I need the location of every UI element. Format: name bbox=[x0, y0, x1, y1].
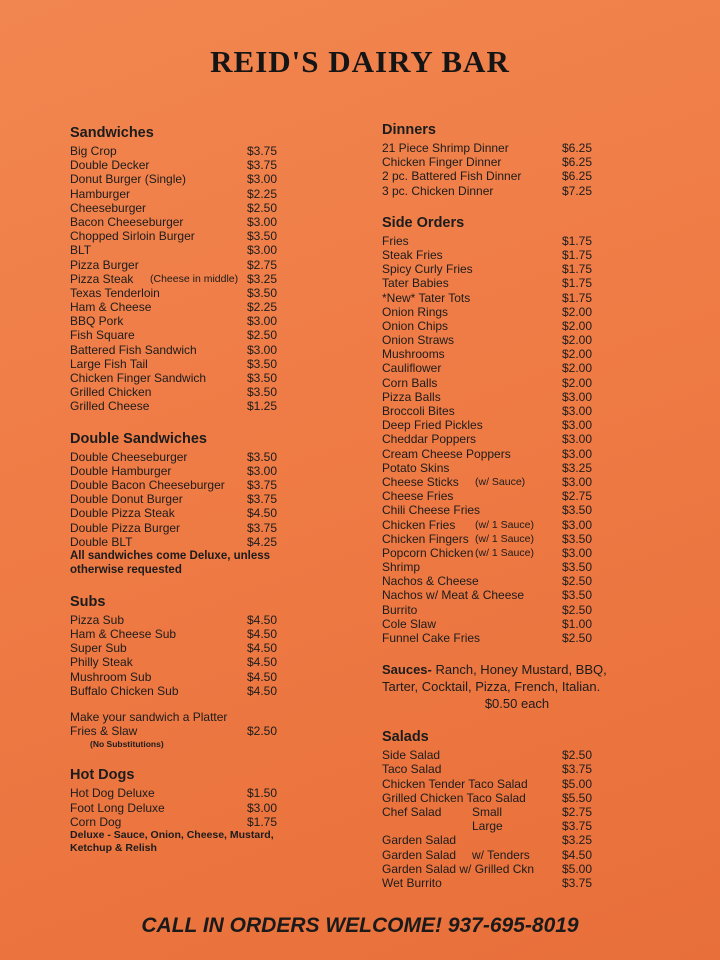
item-price: $2.50 bbox=[562, 748, 593, 763]
item-price: $3.50 bbox=[247, 356, 278, 371]
menu-item bbox=[382, 169, 632, 183]
menu-item bbox=[382, 518, 632, 532]
item-price: $3.00 bbox=[562, 446, 593, 461]
menu-item bbox=[382, 390, 632, 404]
menu-item bbox=[70, 201, 300, 215]
item-name: Tater Babies bbox=[382, 276, 449, 291]
sandwiches-list bbox=[70, 144, 300, 414]
item-note: (w/ 1 Sauce) bbox=[475, 532, 534, 545]
item-name: Broccoli Bites bbox=[382, 404, 455, 418]
menu-item bbox=[382, 833, 632, 847]
item-name: BBQ Pork bbox=[70, 314, 124, 329]
item-price: $3.50 bbox=[562, 531, 593, 546]
item-name: Cheeseburger bbox=[70, 200, 147, 215]
item-name: Cheese Fries bbox=[382, 489, 454, 504]
menu-item bbox=[70, 801, 300, 815]
item-price: $4.50 bbox=[247, 506, 278, 521]
item-name: Donut Burger (Single) bbox=[70, 172, 187, 187]
menu-item bbox=[382, 848, 632, 862]
item-price: $2.00 bbox=[562, 361, 593, 376]
menu-item bbox=[70, 258, 300, 272]
item-name: Mushrooms bbox=[382, 347, 445, 362]
item-name: Chicken Finger Dinner bbox=[382, 155, 502, 170]
menu-item bbox=[70, 385, 300, 399]
item-price: $3.25 bbox=[247, 271, 278, 286]
left-column bbox=[70, 124, 300, 855]
menu-item bbox=[382, 762, 632, 776]
menu-item bbox=[70, 613, 300, 627]
item-name: Garden Salad bbox=[382, 847, 457, 862]
item-name: Spicy Curly Fries bbox=[382, 262, 473, 277]
menu-item bbox=[382, 333, 632, 347]
item-name: Onion Chips bbox=[382, 318, 449, 333]
item-price: $3.75 bbox=[247, 144, 278, 158]
menu-item bbox=[70, 464, 300, 478]
item-name: 21 Piece Shrimp Dinner bbox=[382, 141, 509, 155]
item-price: $5.00 bbox=[562, 861, 593, 876]
item-name: Cream Cheese Poppers bbox=[382, 446, 511, 461]
menu-item bbox=[70, 521, 300, 535]
item-price: $3.00 bbox=[562, 432, 593, 447]
item-price: $3.75 bbox=[562, 819, 593, 834]
double-sandwiches-list bbox=[70, 450, 300, 549]
salads-list bbox=[382, 748, 632, 890]
menu-item bbox=[70, 215, 300, 229]
menu-item bbox=[70, 243, 300, 257]
menu-item bbox=[382, 305, 632, 319]
item-price: $1.75 bbox=[562, 262, 593, 277]
item-name: Ham & Cheese Sub bbox=[70, 627, 177, 642]
item-price: $4.50 bbox=[247, 612, 278, 627]
sandwiches-heading: Sandwiches bbox=[70, 125, 154, 141]
item-name: Potato Skins bbox=[382, 460, 450, 475]
menu-item bbox=[70, 229, 300, 243]
item-price: $2.25 bbox=[247, 186, 278, 201]
item-name: Hot Dog Deluxe bbox=[70, 786, 155, 801]
item-name: Double Cheeseburger bbox=[70, 449, 188, 464]
item-name: Popcorn Chicken bbox=[382, 545, 474, 560]
item-name: Chicken Tender Taco Salad bbox=[382, 776, 528, 791]
item-name: Cauliflower bbox=[382, 361, 442, 376]
menu-item bbox=[70, 478, 300, 492]
menu-item bbox=[382, 560, 632, 574]
menu-item bbox=[382, 262, 632, 276]
item-name: Fish Square bbox=[70, 328, 135, 343]
menu-item bbox=[382, 361, 632, 375]
sauces-list: Ranch, Honey Mustard, BBQ, Tarter, Cocktail, Pizza, French, Italian. bbox=[382, 662, 607, 695]
dinners-heading: Dinners bbox=[382, 122, 436, 138]
item-price: $7.25 bbox=[562, 183, 593, 198]
item-price: $1.75 bbox=[562, 247, 593, 262]
item-name: Chicken Fries bbox=[382, 517, 456, 532]
item-name: Cheddar Poppers bbox=[382, 432, 477, 447]
item-price: $3.50 bbox=[562, 588, 593, 603]
menu-item bbox=[382, 347, 632, 361]
menu-item bbox=[70, 627, 300, 641]
menu-item bbox=[382, 603, 632, 617]
item-name: Double Pizza Burger bbox=[70, 520, 181, 535]
item-price: $3.50 bbox=[247, 285, 278, 300]
item-name: Onion Straws bbox=[382, 333, 455, 348]
side-orders-heading: Side Orders bbox=[382, 214, 465, 231]
menu-item bbox=[382, 748, 632, 762]
item-price: $1.25 bbox=[247, 399, 278, 414]
subs-heading: Subs bbox=[70, 593, 106, 610]
sauces-label: Sauces- bbox=[382, 662, 432, 678]
item-price: $3.00 bbox=[562, 517, 593, 532]
item-price: $2.00 bbox=[562, 347, 593, 362]
menu-item bbox=[70, 815, 300, 829]
item-name: Double Hamburger bbox=[70, 463, 172, 478]
menu-item bbox=[382, 184, 632, 198]
menu-item bbox=[382, 876, 632, 890]
item-name: Double BLT bbox=[70, 534, 133, 549]
item-price: $4.50 bbox=[247, 655, 278, 670]
item-name: Mushroom Sub bbox=[70, 669, 152, 684]
item-price: $3.75 bbox=[247, 477, 278, 492]
salads-heading: Salads bbox=[382, 729, 429, 746]
item-name: Foot Long Deluxe bbox=[70, 800, 165, 815]
item-price: $2.50 bbox=[247, 200, 278, 215]
platter-note: (No Substitutions) bbox=[90, 739, 164, 750]
item-name: 3 pc. Chicken Dinner bbox=[382, 183, 494, 198]
menu-item bbox=[70, 286, 300, 300]
subs-list bbox=[70, 613, 300, 698]
call-in-footer: CALL IN ORDERS WELCOME! 937-695-8019 bbox=[141, 914, 579, 937]
menu-item bbox=[70, 506, 300, 520]
item-price: $2.50 bbox=[562, 602, 593, 617]
item-price: $5.50 bbox=[562, 790, 593, 805]
item-name: Side Salad bbox=[382, 748, 441, 763]
item-price: $3.25 bbox=[562, 460, 593, 475]
item-price: $3.50 bbox=[247, 371, 278, 385]
item-price: $3.75 bbox=[562, 875, 593, 890]
item-price: $2.50 bbox=[247, 328, 278, 343]
menu-item bbox=[382, 791, 632, 805]
menu-item bbox=[382, 404, 632, 418]
deluxe-note: All sandwiches come Deluxe, unless otherwise requested bbox=[70, 549, 271, 576]
item-price: $2.00 bbox=[562, 375, 593, 390]
menu-item bbox=[70, 399, 300, 413]
item-name: Steak Fries bbox=[382, 247, 443, 262]
item-price: $4.25 bbox=[247, 534, 278, 549]
item-price: $3.50 bbox=[247, 449, 278, 464]
menu-item bbox=[70, 187, 300, 201]
menu-item bbox=[70, 371, 300, 385]
item-price: $2.75 bbox=[247, 257, 278, 272]
item-size: w/ Tenders bbox=[472, 847, 530, 862]
item-name: Nachos w/ Meat & Cheese bbox=[382, 588, 525, 603]
item-name: Pizza Balls bbox=[382, 389, 441, 404]
item-note: (w/ Sauce) bbox=[475, 475, 526, 488]
hot-dog-deluxe-note: Deluxe - Sauce, Onion, Cheese, Mustard, Ketchup & Relish bbox=[70, 828, 274, 854]
sauces-price: $0.50 each bbox=[484, 696, 550, 712]
item-name: Philly Steak bbox=[70, 655, 133, 670]
menu-item bbox=[382, 291, 632, 305]
item-name: Deep Fried Pickles bbox=[382, 418, 483, 433]
item-note: (w/ 1 Sauce) bbox=[475, 518, 534, 531]
item-price: $2.00 bbox=[562, 304, 593, 319]
menu-item bbox=[70, 328, 300, 342]
menu-item bbox=[382, 588, 632, 602]
menu-item bbox=[382, 461, 632, 475]
hot-dogs-heading: Hot Dogs bbox=[70, 767, 135, 784]
platter-line2: Fries & Slaw $2.50 bbox=[70, 724, 278, 739]
item-name: Chef Salad bbox=[382, 804, 442, 819]
item-name: BLT bbox=[70, 243, 92, 258]
item-name: Taco Salad bbox=[382, 762, 442, 777]
item-price: $3.00 bbox=[247, 214, 278, 229]
item-name: *New* Tater Tots bbox=[382, 290, 471, 305]
item-name: Corn Dog bbox=[70, 814, 122, 829]
menu-item bbox=[70, 641, 300, 655]
item-price: $1.75 bbox=[562, 276, 593, 291]
menu-item bbox=[382, 141, 632, 155]
item-price: $3.25 bbox=[562, 833, 593, 848]
item-name: Grilled Cheese bbox=[70, 399, 150, 414]
item-name: Double Bacon Cheeseburger bbox=[70, 477, 225, 492]
item-price: $3.00 bbox=[247, 800, 278, 815]
item-price: $4.50 bbox=[562, 847, 593, 862]
item-name: Fries bbox=[382, 233, 409, 248]
menu-item bbox=[382, 631, 632, 645]
menu-item bbox=[382, 319, 632, 333]
item-price: $2.50 bbox=[562, 631, 593, 645]
item-price: $2.25 bbox=[247, 300, 278, 315]
item-name: Cheese Sticks bbox=[382, 474, 459, 489]
item-name: Burrito bbox=[382, 602, 418, 617]
menu-item bbox=[382, 155, 632, 169]
menu-item bbox=[382, 475, 632, 489]
menu-item bbox=[382, 248, 632, 262]
item-price: $3.00 bbox=[562, 474, 593, 489]
item-price: $4.50 bbox=[247, 669, 278, 684]
item-name: Double Pizza Steak bbox=[70, 506, 175, 521]
item-price: $3.00 bbox=[562, 404, 593, 418]
item-price: $3.00 bbox=[247, 314, 278, 329]
platter-line1: Make your sandwich a Platter bbox=[70, 710, 228, 724]
item-price: $6.25 bbox=[562, 141, 593, 155]
item-name: Double Decker bbox=[70, 158, 150, 173]
item-note: (Cheese in middle) bbox=[150, 272, 239, 285]
item-price: $5.00 bbox=[562, 776, 593, 791]
item-name: Chopped Sirloin Burger bbox=[70, 229, 195, 244]
menu-item bbox=[382, 617, 632, 631]
item-name: Grilled Chicken bbox=[70, 385, 152, 400]
item-price: $6.25 bbox=[562, 169, 593, 184]
item-price: $2.00 bbox=[562, 318, 593, 333]
item-price: $4.50 bbox=[247, 627, 278, 642]
menu-item bbox=[70, 343, 300, 357]
item-price: $6.25 bbox=[562, 155, 593, 170]
item-name: Hamburger bbox=[70, 186, 131, 201]
item-name: Nachos & Cheese bbox=[382, 574, 479, 589]
menu-item bbox=[382, 234, 632, 248]
item-price: $3.00 bbox=[247, 342, 278, 357]
menu-item bbox=[382, 574, 632, 588]
menu-item bbox=[70, 492, 300, 506]
item-name: Super Sub bbox=[70, 641, 127, 656]
item-price: $3.75 bbox=[247, 492, 278, 507]
item-name: Bacon Cheeseburger bbox=[70, 214, 184, 229]
item-price: $3.00 bbox=[562, 545, 593, 560]
item-price: $1.50 bbox=[247, 786, 278, 801]
item-price: $3.75 bbox=[247, 158, 278, 173]
item-price: $2.50 bbox=[562, 574, 593, 589]
item-name: Pizza Burger bbox=[70, 257, 139, 272]
item-price: $1.75 bbox=[247, 814, 278, 829]
menu-item bbox=[70, 786, 300, 800]
item-price: $3.50 bbox=[562, 560, 593, 575]
item-name: Big Crop bbox=[70, 144, 117, 158]
hot-dogs-list bbox=[70, 786, 300, 829]
menu-item bbox=[382, 819, 632, 833]
item-price: $3.00 bbox=[247, 172, 278, 187]
platter-price: $2.50 bbox=[247, 724, 278, 739]
item-size: Small bbox=[472, 804, 503, 819]
item-name: Corn Balls bbox=[382, 375, 438, 390]
menu-item bbox=[70, 684, 300, 698]
menu-item bbox=[382, 862, 632, 876]
menu-item bbox=[70, 314, 300, 328]
right-column bbox=[382, 121, 632, 890]
item-price: $2.75 bbox=[562, 489, 593, 504]
menu-item bbox=[382, 376, 632, 390]
item-price: $3.00 bbox=[247, 463, 278, 478]
item-price: $3.00 bbox=[247, 243, 278, 258]
page-title: REID'S DAIRY BAR bbox=[210, 44, 510, 79]
item-name: Double Donut Burger bbox=[70, 492, 183, 507]
menu-item bbox=[382, 503, 632, 517]
item-name: Onion Rings bbox=[382, 304, 449, 319]
item-name: Wet Burrito bbox=[382, 875, 442, 890]
item-name: Buffalo Chicken Sub bbox=[70, 683, 179, 698]
double-sandwiches-heading: Double Sandwiches bbox=[70, 430, 207, 447]
menu-item bbox=[70, 655, 300, 669]
item-price: $2.00 bbox=[562, 333, 593, 348]
item-size: Large bbox=[472, 819, 503, 834]
menu-item bbox=[70, 158, 300, 172]
menu-item bbox=[70, 450, 300, 464]
item-price: $3.00 bbox=[562, 389, 593, 404]
item-price: $2.75 bbox=[562, 804, 593, 819]
item-name: Chicken Fingers bbox=[382, 531, 469, 546]
sauces-block bbox=[382, 661, 632, 712]
menu-item bbox=[382, 418, 632, 432]
menu-item bbox=[382, 489, 632, 503]
item-price: $1.75 bbox=[562, 290, 593, 305]
item-name: Battered Fish Sandwich bbox=[70, 342, 197, 357]
menu-item bbox=[70, 144, 300, 158]
menu-item bbox=[382, 777, 632, 791]
menu-item bbox=[70, 357, 300, 371]
menu-item bbox=[382, 432, 632, 446]
menu-item bbox=[382, 532, 632, 546]
item-price: $3.00 bbox=[562, 418, 593, 433]
item-price: $4.50 bbox=[247, 683, 278, 698]
menu-item bbox=[382, 546, 632, 560]
menu-item bbox=[70, 172, 300, 186]
item-name: Texas Tenderloin bbox=[70, 285, 160, 300]
item-name: Garden Salad bbox=[382, 833, 457, 848]
item-price: $3.50 bbox=[247, 385, 278, 400]
item-name: Pizza Steak bbox=[70, 271, 134, 286]
item-name: 2 pc. Battered Fish Dinner bbox=[382, 169, 522, 184]
menu-item bbox=[382, 447, 632, 461]
item-price: $3.50 bbox=[247, 229, 278, 244]
side-orders-list bbox=[382, 234, 632, 645]
menu-item bbox=[70, 272, 300, 286]
item-note: (w/ 1 Sauce) bbox=[475, 546, 534, 559]
item-price: $1.00 bbox=[562, 616, 593, 631]
item-name: Large Fish Tail bbox=[70, 356, 148, 371]
item-price: $4.50 bbox=[247, 641, 278, 656]
item-name: Ham & Cheese bbox=[70, 300, 152, 315]
item-name: Shrimp bbox=[382, 560, 421, 575]
item-name: Garden Salad w/ Grilled Ckn bbox=[382, 861, 535, 876]
menu-item bbox=[70, 300, 300, 314]
menu-item bbox=[70, 670, 300, 684]
menu-item bbox=[382, 805, 632, 819]
item-name: Pizza Sub bbox=[70, 612, 125, 627]
item-price: $1.75 bbox=[562, 233, 593, 248]
item-name: Cole Slaw bbox=[382, 616, 437, 631]
menu-item bbox=[70, 535, 300, 549]
item-price: $3.75 bbox=[247, 520, 278, 535]
item-name: Funnel Cake Fries bbox=[382, 631, 481, 645]
item-price: $3.75 bbox=[562, 762, 593, 777]
item-name: Grilled Chicken Taco Salad bbox=[382, 790, 526, 805]
item-name: Chili Cheese Fries bbox=[382, 503, 481, 518]
menu-item bbox=[382, 276, 632, 290]
dinners-list bbox=[382, 141, 632, 198]
item-price: $3.50 bbox=[562, 503, 593, 518]
item-name: Chicken Finger Sandwich bbox=[70, 371, 207, 385]
